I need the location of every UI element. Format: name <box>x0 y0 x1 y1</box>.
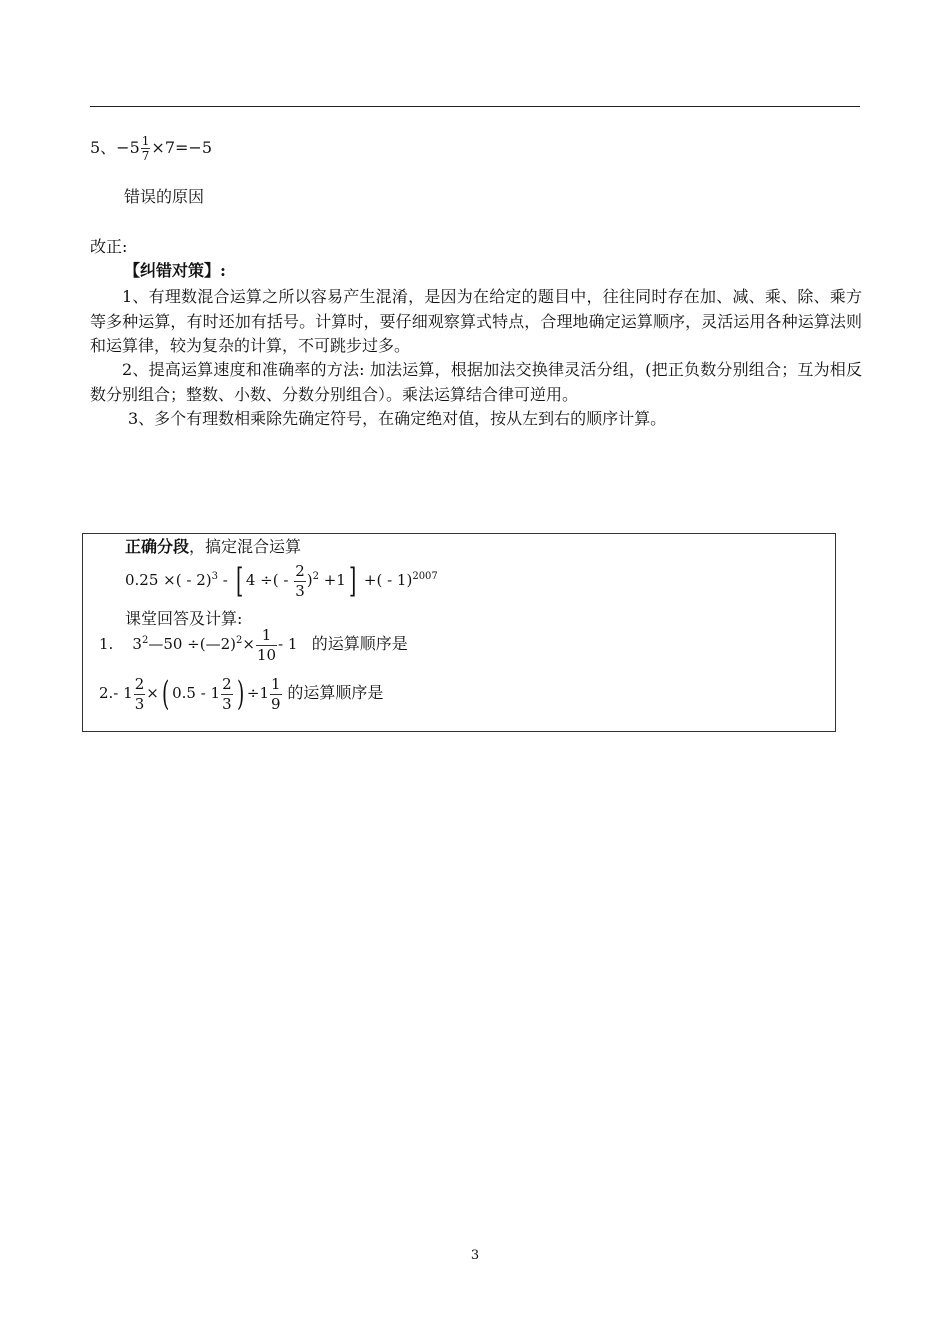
question-2-fraction-2: $\frac{2}{3}$ <box>222 674 232 713</box>
strategy-heading: 【纠错对策】: <box>124 261 226 280</box>
practice-box <box>82 533 836 732</box>
expression-1-fraction: $\frac{2}{3}$ <box>295 561 305 600</box>
page-number: 3 <box>470 1248 480 1263</box>
strategy-paragraph-2: 2、提高运算速度和准确率的方法: 加法运算，根据加法交换律灵活分组，(把正负数分别组合；互为相反数分别组合；整数、小数、分数分别组合）。乘法运算结合律可逆用。 <box>90 360 862 404</box>
question-2-fraction-3: $\frac{1}{9}$ <box>271 674 281 713</box>
reason-label: 错误的原因 <box>124 187 205 206</box>
strategy-paragraph-1: 1、有理数混合运算之所以容易产生混淆，是因为在给定的题目中，往往同时存在加、减、乘、除、乘方等多种运算，有时还加有括号。计算时，要仔细观察算式特点，合理地确定运算顺序，灵活运用各种运算法则和运算律，较为复杂的计算，不可跳步过多。 <box>90 287 862 355</box>
correction-label: 改正: <box>90 237 128 256</box>
question-1-fraction: $\frac{1}{10}$ <box>256 625 277 664</box>
left-paren: ( <box>161 674 170 714</box>
question-1: 1. $3^2—50$ ÷(—2)$^2$× $\frac{1}{10}$ - 1 的运算顺序是 <box>99 625 408 664</box>
strategy-paragraph-3: 3、多个有理数相乘除先确定符号，在确定绝对值，按从左到右的顺序计算。 <box>128 409 667 428</box>
item-5-fraction: $\frac{1}{7}$ <box>141 134 150 163</box>
left-bracket: [ <box>235 561 243 601</box>
question-2-fraction-1: $\frac{2}{3}$ <box>134 674 145 713</box>
right-paren: ) <box>236 674 244 714</box>
item-5-prefix: 5、−5 <box>90 138 140 157</box>
item-5 <box>90 134 212 163</box>
right-bracket: ] <box>348 561 357 601</box>
expression-1: 0.25 ×( - 2)$^3$ - [ 4 ÷( - $\frac{2}{3}$ )$^2$ +1] +( - 1)$^{2007}$ <box>125 561 438 601</box>
question-2: 2.- 1 $\frac{2}{3}$ ×( 0.5 - 1 $\frac{2}{3}$ ) ÷1 $\frac{1}{9}$ 的运算顺序是 <box>99 674 384 714</box>
item-5-suffix: ×7=−5 <box>151 138 212 157</box>
header-rule <box>90 106 860 107</box>
box-title: 正确分段，搞定混合运算 <box>125 537 302 556</box>
classroom-label: 课堂回答及计算: <box>125 609 243 628</box>
